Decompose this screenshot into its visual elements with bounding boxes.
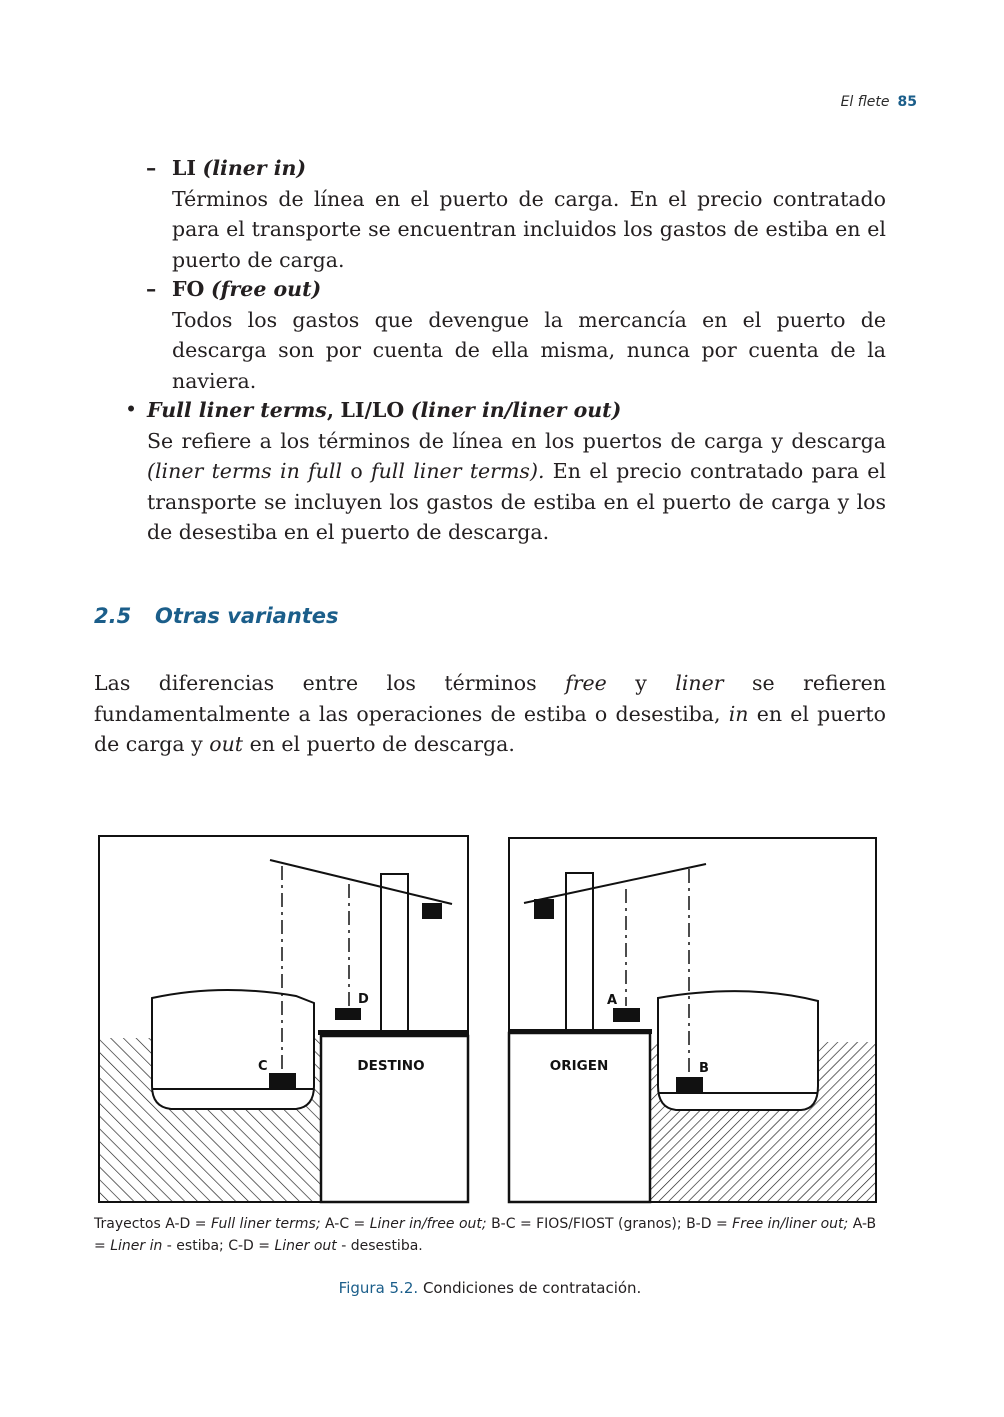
figure-caption-text: Condiciones de contratación.: [422, 1279, 642, 1297]
bullet-lead: Full liner terms: [147, 398, 327, 422]
term-out: out: [209, 732, 244, 756]
bullet-code: LI/LO: [340, 398, 405, 422]
left-crane-tower: [381, 874, 408, 1031]
item-li-code: LI: [172, 156, 197, 180]
point-label-d: D: [358, 992, 369, 1007]
destino-quay-top: [318, 1030, 468, 1035]
bullet-text-1: Se refiere a los términos de línea en los puertos de carga y descarga: [147, 428, 886, 453]
left-crane-load: [422, 903, 442, 919]
section-title: Otras variantes: [155, 604, 339, 628]
right-crane-tower: [566, 873, 593, 1031]
item-fo-heading: [146, 274, 886, 305]
left-ship-hull: [152, 990, 314, 1109]
point-label-c: C: [258, 1059, 268, 1074]
origen-label: ORIGEN: [549, 1058, 609, 1074]
right-crane-load: [534, 899, 554, 919]
paragraph-text: Las diferencias entre los términos: [94, 671, 537, 695]
term-free: free: [565, 671, 607, 695]
origen-quay-top: [509, 1029, 652, 1034]
note-term: Liner in: [110, 1238, 163, 1254]
term-in: in: [728, 701, 749, 726]
destino-label: DESTINO: [357, 1058, 425, 1074]
bullet-italic-1: (liner terms in full: [147, 459, 343, 483]
note-term: Free in/liner out;: [732, 1216, 849, 1232]
paragraph-text: en el puerto de descarga.: [249, 732, 515, 756]
bullet-text: [147, 426, 886, 548]
note-text: B-C = FIOS/FIOST (granos); B-D =: [491, 1216, 728, 1232]
paragraph-text: se refieren fundamentalmente a las operaciones de estiba o desestiba,: [94, 671, 886, 726]
item-li: [146, 153, 886, 275]
point-label-a: A: [607, 993, 618, 1008]
bullet-comma: ,: [326, 398, 334, 422]
running-header: [841, 94, 917, 110]
running-header-section: El flete: [840, 94, 890, 110]
dash-marker: –: [146, 277, 157, 301]
term-liner: liner: [675, 671, 724, 695]
note-term: Liner out: [274, 1238, 337, 1254]
bullet-heading: [125, 395, 886, 426]
item-li-term: (liner in): [202, 156, 307, 180]
item-fo-text: Todos los gastos que devengue la mercancía en el puerto de descarga son por cuenta de ella misma, nunca por cuenta de la naviera.: [172, 307, 886, 393]
note-text: - estiba; C-D =: [166, 1238, 271, 1254]
section-number: 2.5: [94, 604, 132, 628]
bullet-term: (liner in/liner out): [410, 398, 622, 422]
paragraph-text: en el puerto de carga y: [94, 701, 886, 756]
right-panel: [509, 838, 876, 1202]
note-text: Trayectos A-D =: [94, 1216, 207, 1232]
note-term: Liner in/free out;: [369, 1216, 487, 1232]
note-text: A-B =: [94, 1216, 877, 1254]
cargo-box-a: [613, 1008, 640, 1022]
bullet-italic-2: full liner terms).: [371, 459, 545, 483]
bullet-text-2: En el precio contratado para el transporte se incluyen los gastos de estiba en el puerto de carga y los de desestiba en el puerto de descarga.: [147, 459, 886, 544]
item-fo: [146, 274, 886, 396]
cargo-box-b: [676, 1077, 703, 1093]
note-term: Full liner terms;: [210, 1216, 321, 1232]
figure-diagram: [96, 833, 884, 1211]
note-text: A-C =: [325, 1216, 366, 1232]
left-panel: [99, 836, 468, 1202]
bullet-marker: •: [125, 397, 138, 421]
item-li-text: Términos de línea en el puerto de carga. En el precio contratado para el transporte se encuentran incluidos los gastos de estiba en el puerto de carga.: [172, 186, 886, 272]
port-diagram: [96, 833, 884, 1207]
figure-note: [94, 1213, 886, 1257]
figure-caption: [0, 1279, 980, 1297]
bullet-conj: o: [350, 459, 363, 483]
cargo-box-d: [335, 1008, 361, 1020]
body-paragraph: [94, 668, 886, 760]
figure-caption-label: Figura 5.2.: [338, 1279, 419, 1297]
item-fo-term: (free out): [210, 277, 322, 301]
dash-marker: –: [146, 156, 157, 180]
note-text: - desestiba.: [341, 1238, 423, 1254]
item-fo-code: FO: [172, 277, 205, 301]
bullet-full-liner-terms: [125, 395, 886, 548]
section-heading: [94, 604, 339, 628]
page-number: 85: [897, 94, 917, 110]
cargo-box-c: [269, 1073, 296, 1089]
paragraph-text: y: [635, 671, 647, 695]
item-li-heading: [146, 153, 886, 184]
point-label-b: B: [699, 1061, 709, 1076]
